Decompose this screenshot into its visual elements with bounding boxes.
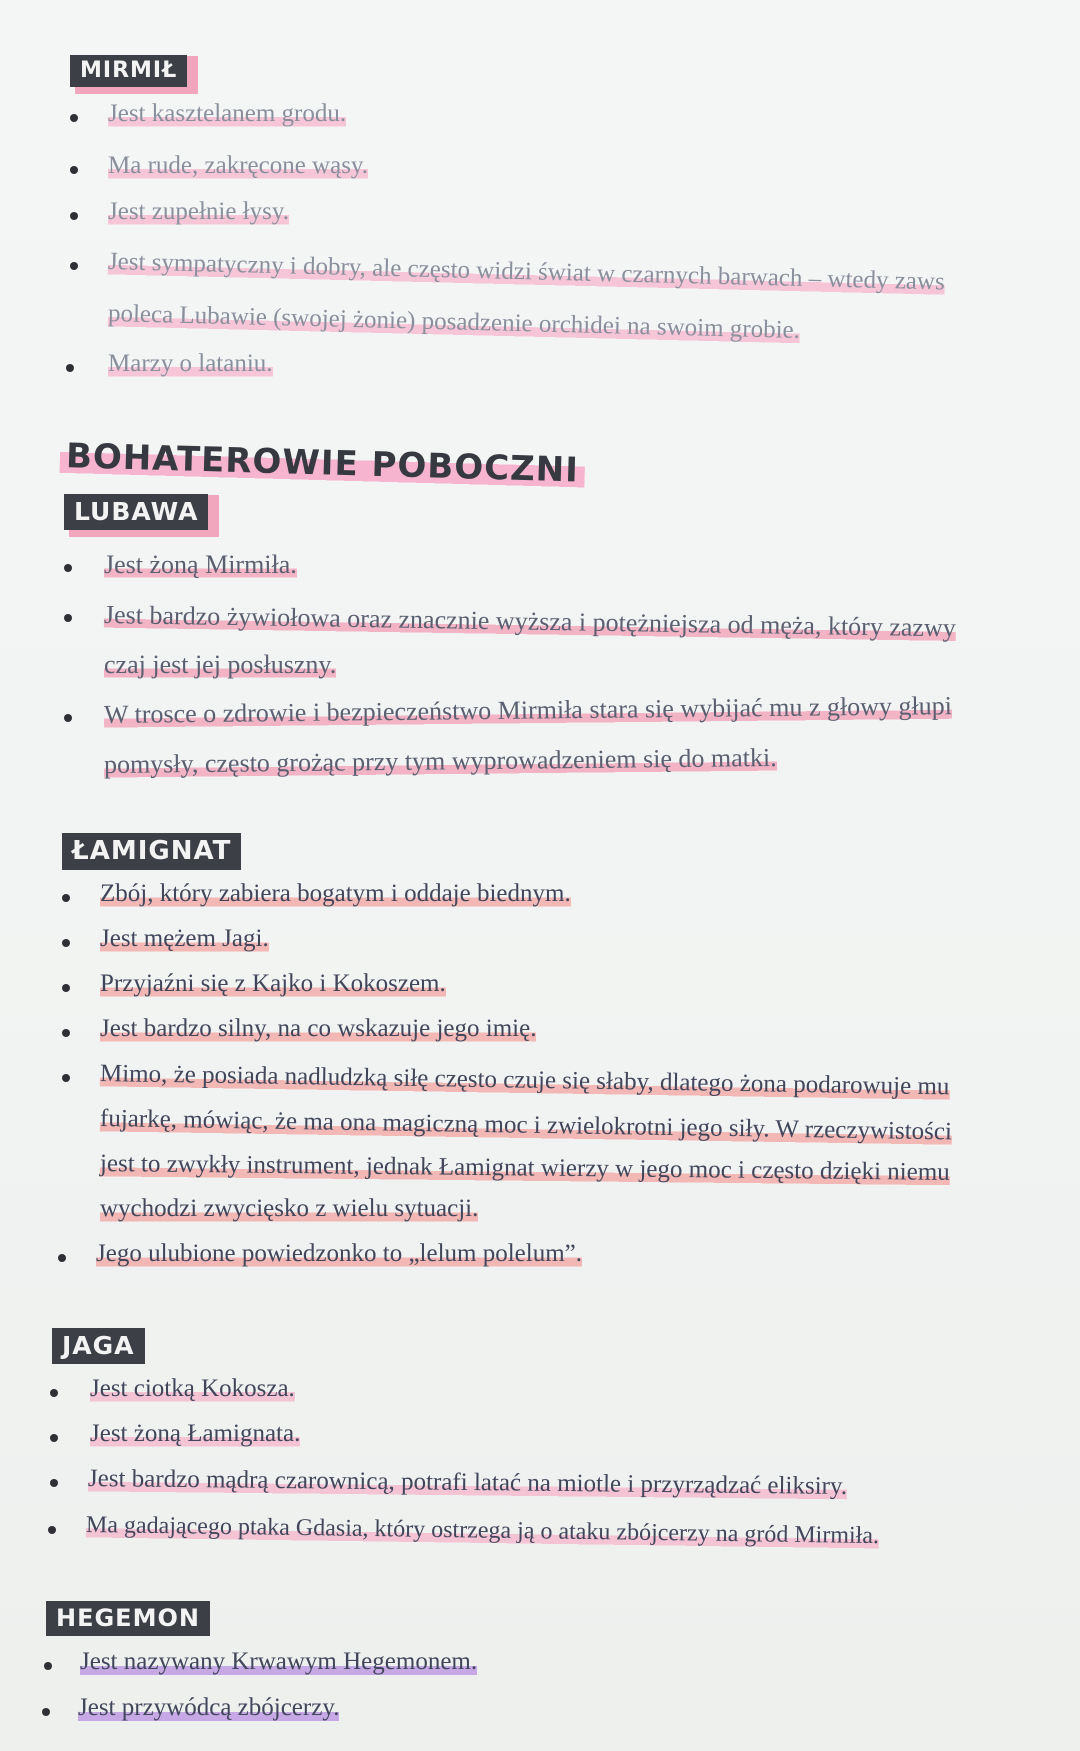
lubawa-item-3-cont: pomysły, często grożąc przy tym wyprowadzeniem się do matki.	[103, 742, 777, 779]
bullet-icon	[50, 1434, 58, 1442]
bullet-icon	[70, 212, 78, 220]
bullet-icon	[62, 1074, 70, 1082]
lamignat-item-4: Jest bardzo silny, na co wskazuje jego imię.	[100, 1015, 537, 1042]
lamignat-item-1: Zbój, który zabiera bogatym i oddaje biednym.	[100, 880, 571, 907]
bullet-icon	[48, 1526, 56, 1534]
lamignat-item-5-cont-2: jest to zwykły instrument, jednak Łamignat wierzy w jego moc i często dzięki niemu	[99, 1150, 950, 1186]
mirmil-item-1: Jest kasztelanem grodu.	[108, 100, 347, 127]
bullet-icon	[62, 1029, 70, 1037]
lamignat-item-3: Przyjaźni się z Kajko i Kokoszem.	[100, 970, 446, 997]
jaga-item-3: Jest bardzo mądrą czarownicą, potrafi latać na miotle i przyrządzać eliksiry.	[87, 1465, 848, 1500]
jaga-item-4: Ma gadającego ptaka Gdasia, który ostrzega ją o ataku zbójcerzy na gród Mirmiła.	[85, 1512, 880, 1550]
bullet-icon	[64, 714, 72, 722]
bullet-icon	[70, 166, 78, 174]
bullet-icon	[64, 614, 72, 622]
bullet-icon	[50, 1389, 58, 1397]
section-label-jaga: JAGA	[52, 1328, 145, 1364]
lamignat-item-5: Mimo, że posiada nadludzką siłę często czuje się słaby, dlatego żona podarowuje mu	[99, 1060, 950, 1101]
hegemon-item-2: Jest przywódcą zbójcerzy.	[78, 1694, 340, 1721]
bullet-icon	[64, 564, 72, 572]
bullet-icon	[58, 1254, 66, 1262]
lamignat-item-2: Jest mężem Jagi.	[100, 925, 269, 952]
lubawa-item-3: W trosce o zdrowie i bezpieczeństwo Mirmiła stara się wybijać mu z głowy głupi	[103, 691, 952, 729]
section-label-mirmil: MIRMIŁ	[70, 55, 187, 87]
bullet-icon	[44, 1662, 52, 1670]
lubawa-item-2: Jest bardzo żywiołowa oraz znacznie wyższa i potężniejsza od męża, który zazwy	[103, 600, 956, 643]
lamignat-item-5-cont-3: wychodzi zwycięsko z wielu sytuacji.	[100, 1195, 479, 1222]
mirmil-item-3: Jest zupełnie łysy.	[108, 198, 289, 225]
section-label-lamignat: ŁAMIGNAT	[62, 833, 241, 870]
lamignat-item-5-cont-1: fujarkę, mówiąc, że ma ona magiczną moc i zwielokrotni jego siły. W rzeczywistości	[99, 1105, 953, 1146]
jaga-item-1: Jest ciotką Kokosza.	[90, 1375, 295, 1402]
bullet-icon	[62, 894, 70, 902]
bullet-icon	[62, 939, 70, 947]
bullet-icon	[42, 1708, 50, 1716]
jaga-item-2: Jest żoną Łamignata.	[90, 1420, 301, 1447]
mirmil-item-4-cont: poleca Lubawie (swojej żonie) posadzenie orchidei na swoim grobie.	[107, 300, 801, 344]
section-label-lubawa: LUBAWA	[64, 494, 208, 530]
mirmil-item-5: Marzy o lataniu.	[108, 350, 273, 377]
bullet-icon	[70, 262, 78, 270]
bullet-icon	[66, 364, 74, 372]
lubawa-item-1: Jest żoną Mirmiła.	[104, 550, 297, 579]
section-title-side-heroes: BOHATEROWIE POBOCZNI	[59, 436, 585, 491]
mirmil-item-2: Ma rude, zakręcone wąsy.	[108, 152, 369, 179]
bullet-icon	[50, 1479, 58, 1487]
bullet-icon	[62, 984, 70, 992]
hegemon-item-1: Jest nazywany Krwawym Hegemonem.	[80, 1648, 478, 1675]
lamignat-item-6: Jego ulubione powiedzonko to „lelum polelum”.	[96, 1240, 583, 1267]
mirmil-item-4: Jest sympatyczny i dobry, ale często widzi świat w czarnych barwach – wtedy zaws	[107, 248, 946, 296]
lubawa-item-2-cont: czaj jest jej posłuszny.	[104, 650, 337, 679]
section-label-hegemon: HEGEMON	[46, 1601, 210, 1636]
bullet-icon	[70, 114, 78, 122]
